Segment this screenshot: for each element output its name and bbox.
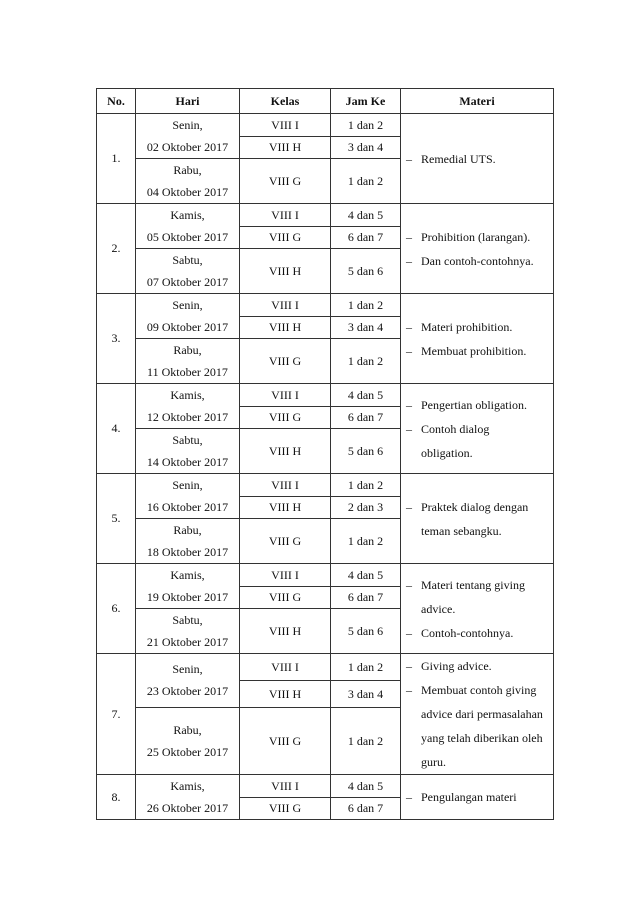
materi-cell xyxy=(401,654,554,775)
hari-cell xyxy=(136,114,240,159)
materi-text: Contoh dialog xyxy=(421,421,490,436)
kelas-cell: VIII G xyxy=(240,226,331,249)
kelas-cell: VIII I xyxy=(240,294,331,317)
kelas-cell: VIII H xyxy=(240,316,331,339)
session-date: 21 Oktober 2017 xyxy=(146,635,229,649)
materi-line xyxy=(406,750,549,774)
kelas-cell: VIII G xyxy=(240,797,331,820)
session-date: 05 Oktober 2017 xyxy=(146,230,229,244)
kelas-cell: VIII G xyxy=(240,519,331,564)
kelas-cell: VIII H xyxy=(240,609,331,654)
bullet-dash-icon: – xyxy=(406,790,412,804)
table-row xyxy=(97,564,554,587)
materi-line xyxy=(406,573,549,597)
jam-ke-cell: 1 dan 2 xyxy=(331,654,401,681)
table-row xyxy=(97,474,554,497)
bullet-dash-icon: – xyxy=(406,253,412,268)
jam-ke-cell: 5 dan 6 xyxy=(331,609,401,654)
materi-text: guru. xyxy=(421,755,446,769)
session-date: 09 Oktober 2017 xyxy=(146,320,229,334)
day-name: Rabu, xyxy=(173,343,202,357)
materi-text: Materi tentang giving xyxy=(421,577,525,592)
kelas-cell: VIII H xyxy=(240,680,331,707)
jam-ke-cell: 4 dan 5 xyxy=(331,384,401,407)
table-row xyxy=(97,294,554,317)
row-number: 8. xyxy=(97,775,136,820)
row-number: 5. xyxy=(97,474,136,564)
hari-cell xyxy=(136,609,240,654)
hari-cell xyxy=(136,474,240,519)
materi-line xyxy=(406,249,549,273)
row-number: 2. xyxy=(97,204,136,294)
session-date: 07 Oktober 2017 xyxy=(146,275,229,289)
kelas-cell: VIII G xyxy=(240,406,331,429)
session-date: 12 Oktober 2017 xyxy=(146,410,229,424)
schedule-body xyxy=(97,114,554,820)
kelas-cell: VIII I xyxy=(240,384,331,407)
hari-cell xyxy=(136,564,240,609)
hari-cell xyxy=(136,775,240,820)
kelas-cell: VIII G xyxy=(240,707,331,774)
materi-line xyxy=(406,519,549,543)
jam-ke-cell: 3 dan 4 xyxy=(331,316,401,339)
day-name: Rabu, xyxy=(173,523,202,537)
hari-cell xyxy=(136,654,240,708)
session-date: 23 Oktober 2017 xyxy=(146,684,229,699)
materi-line xyxy=(406,417,549,441)
session-date: 19 Oktober 2017 xyxy=(146,590,229,604)
jam-ke-cell: 6 dan 7 xyxy=(331,406,401,429)
jam-ke-cell: 4 dan 5 xyxy=(331,204,401,227)
hari-cell xyxy=(136,249,240,294)
jam-ke-cell: 1 dan 2 xyxy=(331,474,401,497)
table-row xyxy=(97,204,554,227)
day-name: Senin, xyxy=(172,662,203,677)
bullet-dash-icon: – xyxy=(406,625,412,640)
jam-ke-cell: 1 dan 2 xyxy=(331,114,401,137)
jam-ke-cell: 5 dan 6 xyxy=(331,429,401,474)
materi-cell xyxy=(401,114,554,204)
session-date: 14 Oktober 2017 xyxy=(146,455,229,469)
table-row xyxy=(97,114,554,137)
materi-text: teman sebangku. xyxy=(421,523,502,538)
bullet-dash-icon: – xyxy=(406,343,412,358)
kelas-cell: VIII I xyxy=(240,114,331,137)
jam-ke-cell: 5 dan 6 xyxy=(331,249,401,294)
kelas-cell: VIII G xyxy=(240,159,331,204)
table-row xyxy=(97,654,554,681)
row-number: 7. xyxy=(97,654,136,775)
day-name: Sabtu, xyxy=(172,253,203,267)
session-date: 16 Oktober 2017 xyxy=(146,500,229,514)
materi-text: Prohibition (larangan). xyxy=(421,229,531,244)
day-name: Sabtu, xyxy=(172,433,203,447)
materi-line xyxy=(406,393,549,417)
kelas-cell: VIII H xyxy=(240,496,331,519)
day-name: Senin, xyxy=(172,118,203,132)
kelas-cell: VIII I xyxy=(240,564,331,587)
kelas-cell: VIII I xyxy=(240,654,331,681)
day-name: Rabu, xyxy=(173,163,202,177)
materi-text: Giving advice. xyxy=(421,659,492,673)
bullet-dash-icon: – xyxy=(406,229,412,244)
jam-ke-cell: 2 dan 3 xyxy=(331,496,401,519)
row-number: 1. xyxy=(97,114,136,204)
materi-line xyxy=(406,225,549,249)
materi-cell xyxy=(401,294,554,384)
materi-text: advice. xyxy=(421,601,456,616)
table-row xyxy=(97,775,554,798)
materi-cell xyxy=(401,564,554,654)
materi-line xyxy=(406,147,549,171)
materi-text: advice dari permasalahan xyxy=(421,707,543,721)
day-name: Rabu, xyxy=(173,722,202,737)
header-kelas: Kelas xyxy=(240,89,331,114)
materi-line xyxy=(406,621,549,645)
materi-line xyxy=(406,785,549,809)
header-no: No. xyxy=(97,89,136,114)
session-date: 26 Oktober 2017 xyxy=(146,801,229,815)
materi-text: Membuat prohibition. xyxy=(421,343,527,358)
materi-cell xyxy=(401,775,554,820)
materi-cell xyxy=(401,474,554,564)
header-materi: Materi xyxy=(401,89,554,114)
hari-cell xyxy=(136,707,240,774)
materi-text: Praktek dialog dengan xyxy=(421,499,529,514)
materi-line xyxy=(406,654,549,678)
day-name: Senin, xyxy=(172,478,203,492)
materi-cell xyxy=(401,384,554,474)
jam-ke-cell: 6 dan 7 xyxy=(331,586,401,609)
table-row xyxy=(97,384,554,407)
kelas-cell: VIII H xyxy=(240,136,331,159)
header-hari: Hari xyxy=(136,89,240,114)
hari-cell xyxy=(136,429,240,474)
materi-text: Pengulangan materi xyxy=(421,790,517,804)
materi-line xyxy=(406,441,549,465)
materi-text: Contoh-contohnya. xyxy=(421,625,514,640)
jam-ke-cell: 4 dan 5 xyxy=(331,564,401,587)
materi-cell xyxy=(401,204,554,294)
header-jam-ke: Jam Ke xyxy=(331,89,401,114)
hari-cell xyxy=(136,384,240,429)
jam-ke-cell: 3 dan 4 xyxy=(331,136,401,159)
materi-text: Remedial UTS. xyxy=(421,151,496,166)
hari-cell xyxy=(136,204,240,249)
jam-ke-cell: 1 dan 2 xyxy=(331,339,401,384)
materi-text: Pengertian obligation. xyxy=(421,397,527,412)
materi-line xyxy=(406,678,549,702)
session-date: 11 Oktober 2017 xyxy=(147,365,228,379)
kelas-cell: VIII H xyxy=(240,429,331,474)
kelas-cell: VIII G xyxy=(240,586,331,609)
kelas-cell: VIII H xyxy=(240,249,331,294)
row-number: 3. xyxy=(97,294,136,384)
jam-ke-cell: 4 dan 5 xyxy=(331,775,401,798)
day-name: Kamis, xyxy=(170,779,205,793)
materi-line xyxy=(406,495,549,519)
bullet-dash-icon: – xyxy=(406,151,412,166)
row-number: 4. xyxy=(97,384,136,474)
row-number: 6. xyxy=(97,564,136,654)
session-date: 25 Oktober 2017 xyxy=(146,744,229,759)
kelas-cell: VIII G xyxy=(240,339,331,384)
materi-line xyxy=(406,726,549,750)
materi-text: obligation. xyxy=(421,445,473,460)
jam-ke-cell: 1 dan 2 xyxy=(331,159,401,204)
bullet-dash-icon: – xyxy=(406,659,412,673)
header-row xyxy=(97,89,554,114)
materi-line xyxy=(406,702,549,726)
bullet-dash-icon: – xyxy=(406,683,412,697)
jam-ke-cell: 1 dan 2 xyxy=(331,519,401,564)
hari-cell xyxy=(136,519,240,564)
materi-line xyxy=(406,315,549,339)
bullet-dash-icon: – xyxy=(406,577,412,592)
day-name: Kamis, xyxy=(170,568,205,582)
materi-text: Materi prohibition. xyxy=(421,319,513,334)
session-date: 18 Oktober 2017 xyxy=(146,545,229,559)
hari-cell xyxy=(136,294,240,339)
day-name: Kamis, xyxy=(170,388,205,402)
materi-text: yang telah diberikan oleh xyxy=(421,731,543,745)
day-name: Kamis, xyxy=(170,208,205,222)
jam-ke-cell: 1 dan 2 xyxy=(331,294,401,317)
kelas-cell: VIII I xyxy=(240,204,331,227)
kelas-cell: VIII I xyxy=(240,775,331,798)
hari-cell xyxy=(136,339,240,384)
bullet-dash-icon: – xyxy=(406,397,412,412)
jam-ke-cell: 3 dan 4 xyxy=(331,680,401,707)
materi-text: Dan contoh-contohnya. xyxy=(421,253,534,268)
day-name: Sabtu, xyxy=(172,613,203,627)
kelas-cell: VIII I xyxy=(240,474,331,497)
bullet-dash-icon: – xyxy=(406,499,412,514)
materi-line xyxy=(406,597,549,621)
materi-text: Membuat contoh giving xyxy=(421,683,537,697)
bullet-dash-icon: – xyxy=(406,319,412,334)
day-name: Senin, xyxy=(172,298,203,312)
jam-ke-cell: 1 dan 2 xyxy=(331,707,401,774)
materi-line xyxy=(406,339,549,363)
session-date: 04 Oktober 2017 xyxy=(146,185,229,199)
bullet-dash-icon: – xyxy=(406,421,412,436)
jam-ke-cell: 6 dan 7 xyxy=(331,797,401,820)
session-date: 02 Oktober 2017 xyxy=(146,140,229,154)
jam-ke-cell: 6 dan 7 xyxy=(331,226,401,249)
hari-cell xyxy=(136,159,240,204)
schedule-table xyxy=(96,88,554,820)
